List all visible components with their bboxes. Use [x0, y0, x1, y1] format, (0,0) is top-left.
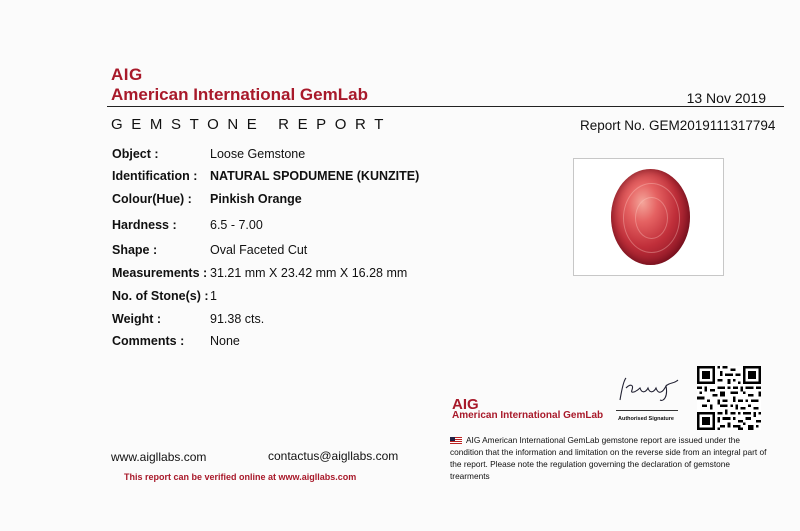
gemstone-photo	[573, 158, 724, 276]
detail-value-comments: None	[210, 334, 240, 348]
brand-logo-name: American International GemLab	[111, 85, 368, 104]
disclaimer	[450, 434, 770, 482]
detail-value-object: Loose Gemstone	[210, 147, 306, 161]
detail-value-stones: 1	[210, 289, 217, 303]
detail-value-colour: Pinkish Orange	[210, 192, 302, 206]
detail-label-shape: Shape :	[112, 243, 158, 257]
brand-logo-short: AIG	[111, 65, 143, 84]
detail-label-measurements: Measurements :	[112, 266, 208, 280]
gemstone-image	[611, 169, 690, 265]
detail-label-object: Object :	[112, 147, 159, 161]
detail-value-weight: 91.38 cts.	[210, 312, 265, 326]
header-divider	[107, 106, 784, 107]
detail-value-hardness: 6.5 - 7.00	[210, 218, 263, 232]
detail-value-identification: NATURAL SPODUMENE (KUNZITE)	[210, 169, 420, 183]
verify-note: This report can be verified online at www.aigllabs.com	[124, 472, 357, 482]
signature-line	[616, 410, 678, 411]
detail-label-colour: Colour(Hue) :	[112, 192, 192, 206]
detail-label-comments: Comments :	[112, 334, 185, 348]
footer-email: contactus@aigllabs.com	[268, 449, 399, 463]
qr-code-icon	[697, 366, 761, 430]
detail-label-identification: Identification :	[112, 169, 198, 183]
detail-label-hardness: Hardness :	[112, 218, 177, 232]
disclaimer-text: AIG American International GemLab gemstone report are issued under the condition that the information and limitation on the reverse side from an integral part of the report. Please note the regulation governing the declaration of gemstone trearments	[450, 435, 767, 481]
seal-brand-short: AIG	[452, 396, 479, 413]
detail-label-stones: No. of Stone(s) :	[112, 289, 209, 303]
report-number: Report No. GEM2019111317794	[580, 118, 776, 133]
us-flag-icon	[450, 437, 462, 444]
detail-label-weight: Weight :	[112, 312, 162, 326]
report-title: GEMSTONE REPORT	[111, 116, 392, 133]
seal-brand-name: American International GemLab	[452, 410, 604, 421]
detail-value-shape: Oval Faceted Cut	[210, 243, 308, 257]
signature-icon	[612, 370, 684, 408]
report-date: 13 Nov 2019	[686, 90, 766, 106]
signature-label: Authorised Signature	[618, 416, 674, 422]
detail-value-measurements: 31.21 mm X 23.42 mm X 16.28 mm	[210, 266, 408, 280]
footer-website: www.aigllabs.com	[111, 450, 207, 464]
